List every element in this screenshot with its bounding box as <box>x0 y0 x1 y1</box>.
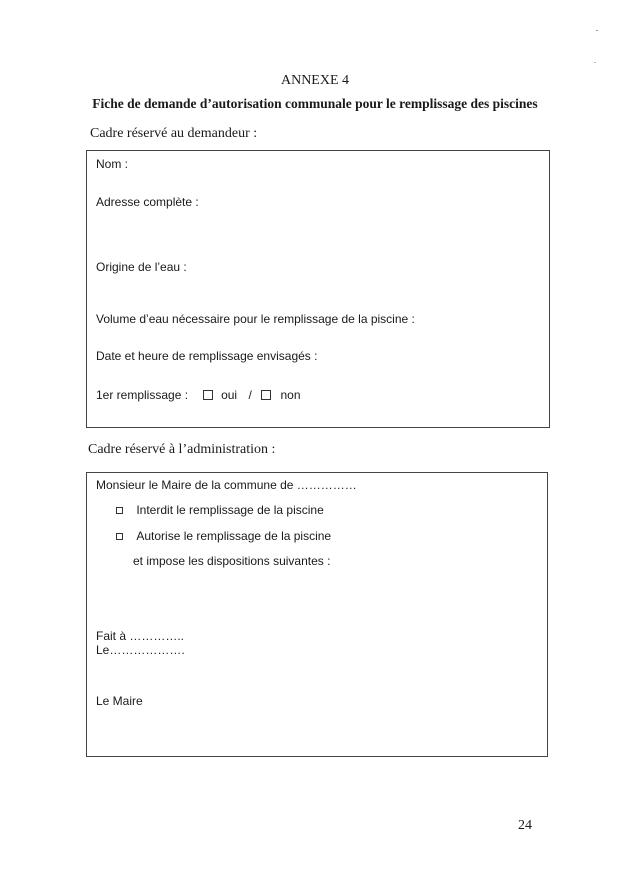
oui-non-separator: / <box>248 388 252 402</box>
date-field-label: Date et heure de remplissage envisagés : <box>96 349 318 363</box>
scan-speck <box>594 62 596 63</box>
oui-label: oui <box>221 388 238 402</box>
annexe-heading: ANNEXE 4 <box>280 73 350 88</box>
page-title: Fiche de demande d’autorisation communale pour le remplissage des piscines <box>92 96 538 111</box>
non-label: non <box>280 388 301 402</box>
requester-form-box <box>86 150 550 428</box>
interdit-checkbox[interactable] <box>116 507 123 514</box>
admin-section-label: Cadre réservé à l’administration : <box>88 442 276 457</box>
requester-section-label: Cadre réservé au demandeur : <box>90 126 258 141</box>
le-maire-signature-label: Le Maire <box>96 694 143 708</box>
interdit-row <box>116 503 324 517</box>
non-checkbox[interactable] <box>261 390 271 400</box>
premier-remplissage-row <box>96 388 301 402</box>
origine-field-label: Origine de l’eau : <box>96 260 187 274</box>
autorise-row <box>116 529 331 543</box>
premier-remplissage-label: 1er remplissage : <box>96 388 189 402</box>
volume-field-label: Volume d’eau nécessaire pour le remplissage de la piscine : <box>96 312 415 326</box>
autorise-checkbox[interactable] <box>116 533 123 540</box>
fait-a-line: Fait à ………….. <box>96 629 185 643</box>
page-number: 24 <box>518 818 532 833</box>
monsieur-le-maire-line: Monsieur le Maire de la commune de …………… <box>96 478 357 492</box>
nom-field-label: Nom : <box>96 157 129 171</box>
admin-form-box <box>86 472 548 757</box>
oui-checkbox[interactable] <box>203 390 213 400</box>
date-le-line: Le………………. <box>96 643 185 657</box>
scan-speck <box>596 30 598 31</box>
interdit-label: Interdit le remplissage de la piscine <box>136 503 324 517</box>
autorise-label: Autorise le remplissage de la piscine <box>136 529 332 543</box>
impose-dispositions-line: et impose les dispositions suivantes : <box>133 554 331 568</box>
adresse-field-label: Adresse complète : <box>96 195 199 209</box>
